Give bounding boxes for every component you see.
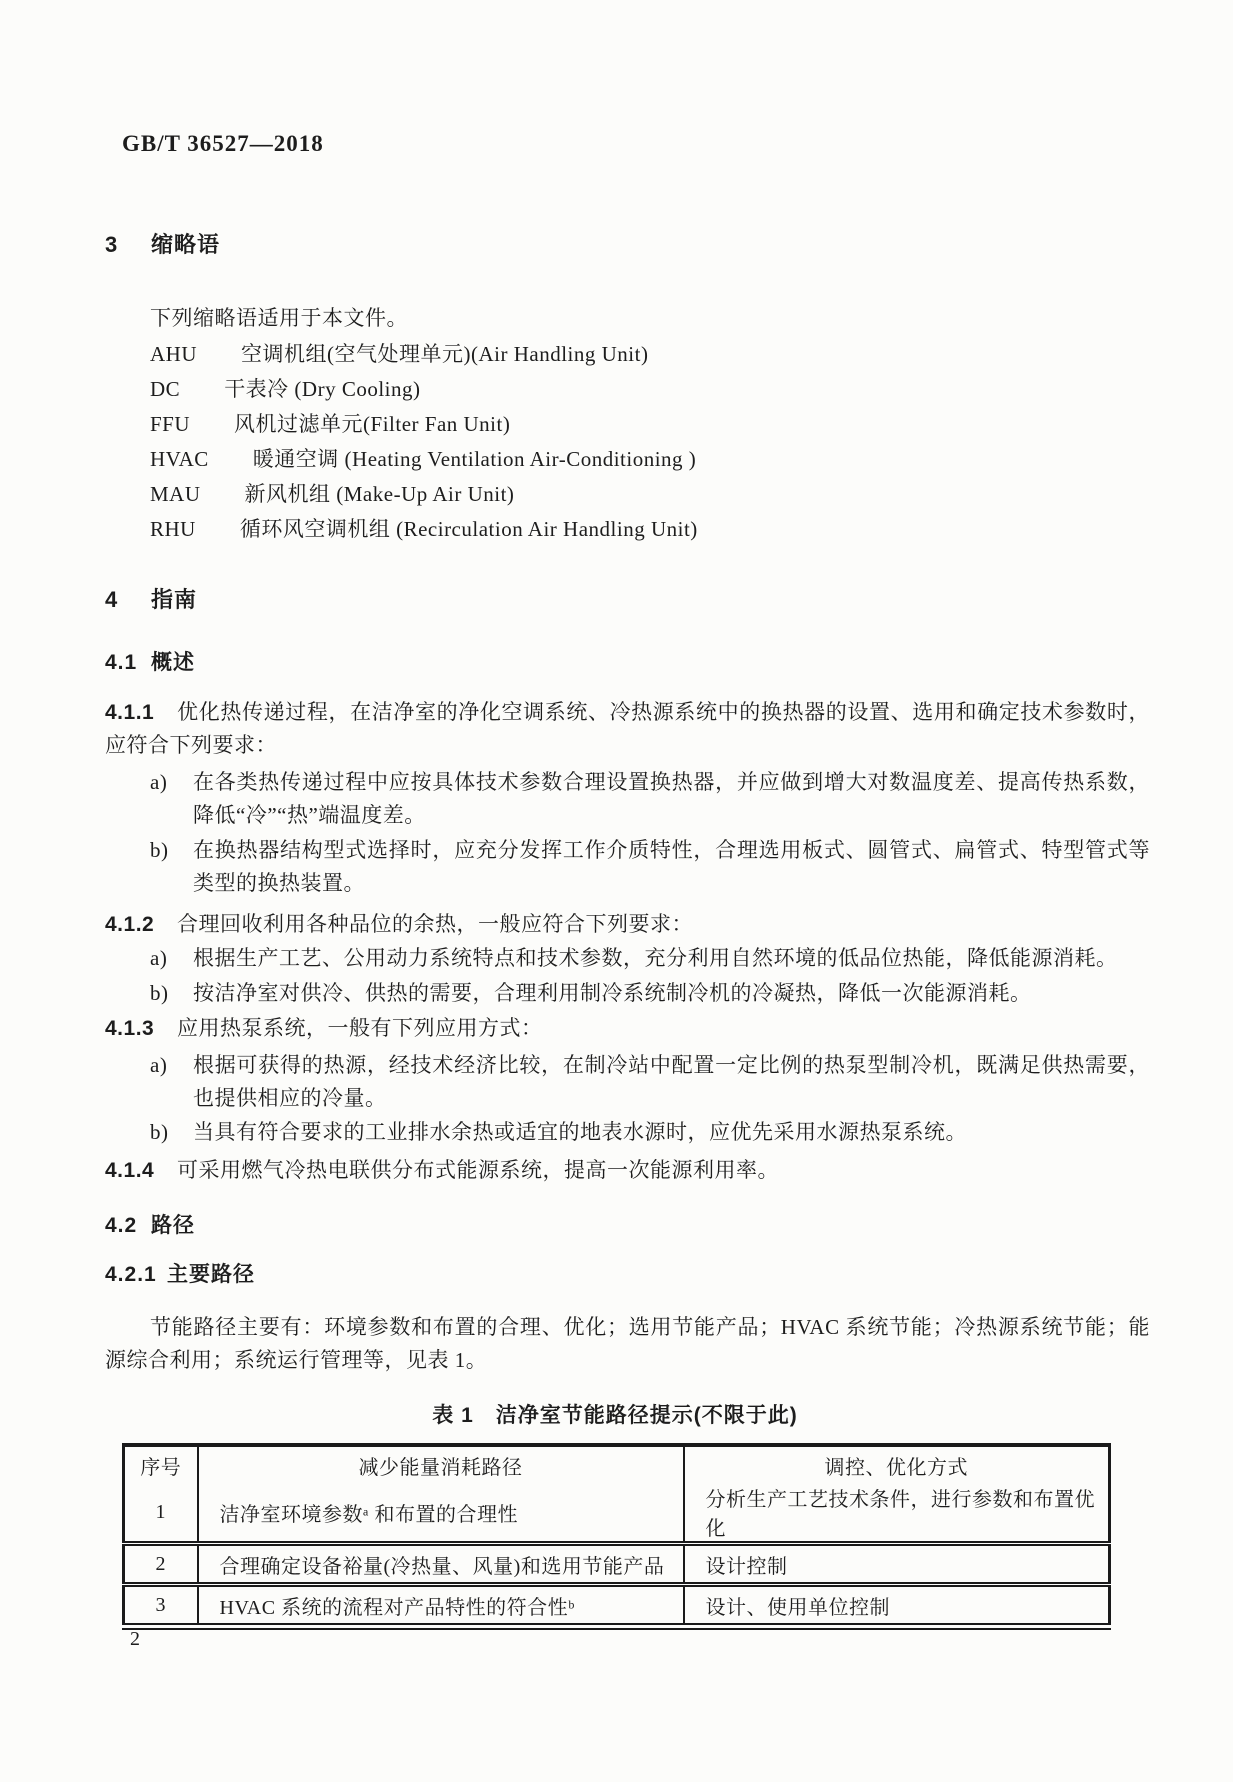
cell-method: 设计、使用单位控制 (684, 1585, 1110, 1627)
clause-number: 4.1.3 (105, 1017, 155, 1040)
section-4-2-number: 4.2 (105, 1214, 138, 1237)
abbreviation-definition: 空调机组(空气处理单元)(Air Handling Unit) (241, 342, 649, 366)
header-cell-method: 调控、优化方式 (684, 1445, 1110, 1483)
abbreviation-definition: 风机过滤单元(Filter Fan Unit) (234, 412, 511, 436)
abbreviation-item (150, 337, 1195, 372)
abbreviation-item (150, 372, 1195, 407)
clause-4-1-1 (105, 696, 1150, 762)
clause-4-1-4 (105, 1154, 1150, 1187)
abbreviation-definition: 暖通空调 (Heating Ventilation Air-Conditioning ) (252, 447, 697, 471)
list-item-4-1-3-a (105, 1049, 1150, 1115)
cell-path: 合理确定设备裕量(冷热量、风量)和选用节能产品 (198, 1544, 684, 1585)
abbreviation-definition: 干表冷 (Dry Cooling) (224, 377, 421, 401)
abbreviation-term: FFU (150, 412, 191, 436)
section-3-heading (105, 228, 1150, 259)
list-item-4-1-3-b (105, 1116, 1150, 1149)
abbreviation-item (150, 442, 1195, 477)
doc-code: GB/T 36527—2018 (122, 131, 324, 156)
section-4-2-1-title: 主要路径 (167, 1263, 255, 1286)
list-item-text: 当具有符合要求的工业排水余热或适宜的地表水源时，应优先采用水源热泵系统。 (193, 1120, 967, 1144)
clause-number: 4.1.1 (105, 701, 155, 724)
clause-number: 4.1.2 (105, 913, 155, 936)
abbreviation-term: HVAC (150, 447, 209, 471)
paths-paragraph: 节能路径主要有：环境参数和布置的合理、优化；选用节能产品；HVAC 系统节能；冷热源系统节能；能源综合利用；系统运行管理等，见表 1。 (105, 1315, 1150, 1372)
section-3-number: 3 (105, 232, 119, 257)
list-item-label: b) (150, 981, 169, 1005)
section-4-title: 指南 (151, 587, 198, 612)
clause-4-1-2 (105, 908, 1150, 941)
cell-seq: 2 (155, 1552, 166, 1575)
list-item-text: 根据可获得的热源，经技术经济比较，在制冷站中配置一定比例的热泵型制冷机，既满足供热需要，也提供相应的冷量。 (193, 1053, 1150, 1110)
cell-path: HVAC 系统的流程对产品特性的符合性ᵇ (198, 1585, 684, 1627)
section-4-1-heading (105, 646, 1150, 676)
page-number: 2 (130, 1628, 140, 1650)
section-4-2-title: 路径 (151, 1214, 195, 1237)
abbreviation-item (150, 512, 1195, 547)
list-item-4-1-1-b (105, 834, 1150, 900)
section-4-number: 4 (105, 587, 119, 612)
clause-text: 可采用燃气冷热电联供分布式能源系统，提高一次能源利用率。 (177, 1158, 779, 1182)
cell-method: 设计控制 (684, 1544, 1110, 1585)
abbreviation-definition: 循环风空调机组 (Recirculation Air Handling Unit) (239, 517, 698, 541)
abbreviation-definition: 新风机组 (Make-Up Air Unit) (244, 482, 515, 506)
clause-text: 应用热泵系统，一般有下列应用方式： (177, 1016, 543, 1040)
table-header-row (124, 1445, 1110, 1483)
cell-method: 分析生产工艺技术条件，进行参数和布置优化 (684, 1483, 1110, 1544)
table-row (124, 1544, 1110, 1585)
cell-seq: 1 (155, 1500, 166, 1523)
header-cell-path: 减少能量消耗路径 (198, 1445, 684, 1483)
abbreviation-item (150, 477, 1195, 512)
section-3-title: 缩略语 (151, 232, 221, 257)
list-item-label: a) (150, 946, 168, 970)
table-row (124, 1585, 1110, 1627)
section-4-2-heading (105, 1209, 1150, 1239)
list-item-4-1-2-b (105, 977, 1150, 1010)
abbreviation-term: RHU (150, 517, 196, 541)
list-item-4-1-2-a (105, 942, 1150, 975)
list-item-4-1-1-a (105, 766, 1150, 832)
abbreviation-intro: 下列缩略语适用于本文件。 (150, 306, 408, 330)
cell-path: 洁净室环境参数ᵃ 和布置的合理性 (198, 1483, 684, 1544)
table-1-container (122, 1399, 1108, 1630)
list-item-text: 在各类热传递过程中应按具体技术参数合理设置换热器，并应做到增大对数温度差、提高传热系数，降低“冷”“热”端温度差。 (193, 770, 1150, 827)
abbreviation-term: AHU (150, 342, 197, 366)
clause-text: 优化热传递过程，在洁净室的净化空调系统、冷热源系统中的换热器的设置、选用和确定技术参数时，应符合下列要求： (105, 700, 1150, 757)
section-4-1-title: 概述 (151, 651, 195, 674)
list-item-label: a) (150, 770, 168, 794)
abbreviation-list (150, 337, 1195, 547)
list-item-text: 在换热器结构型式选择时，应充分发挥工作介质特性，合理选用板式、圆管式、扁管式、特型管式等类型的换热装置。 (193, 838, 1150, 895)
list-item-label: b) (150, 1120, 169, 1144)
clause-text: 合理回收利用各种品位的余热，一般应符合下列要求： (177, 912, 693, 936)
abbreviation-item (150, 407, 1195, 442)
list-item-text: 根据生产工艺、公用动力系统特点和技术参数，充分利用自然环境的低品位热能，降低能源消耗。 (193, 946, 1118, 970)
table-1 (122, 1443, 1111, 1630)
section-4-heading (105, 583, 1150, 614)
section-4-2-1-heading (105, 1258, 1150, 1288)
list-item-text: 按洁净室对供冷、供热的需要，合理利用制冷系统制冷机的冷凝热，降低一次能源消耗。 (193, 981, 1032, 1005)
table-1-caption: 表 1 洁净室节能路径提示(不限于此) (432, 1404, 798, 1427)
abbreviation-term: DC (150, 377, 181, 401)
section-4-2-1-number: 4.2.1 (105, 1263, 157, 1286)
abbreviation-term: MAU (150, 482, 201, 506)
clause-4-1-3 (105, 1012, 1150, 1045)
header-cell-seq: 序号 (140, 1456, 182, 1479)
table-row (124, 1483, 1110, 1544)
list-item-label: b) (150, 838, 169, 862)
list-item-label: a) (150, 1053, 168, 1077)
clause-number: 4.1.4 (105, 1159, 155, 1182)
cell-seq: 3 (155, 1593, 166, 1616)
page-content (105, 0, 1150, 1782)
section-4-1-number: 4.1 (105, 651, 138, 674)
